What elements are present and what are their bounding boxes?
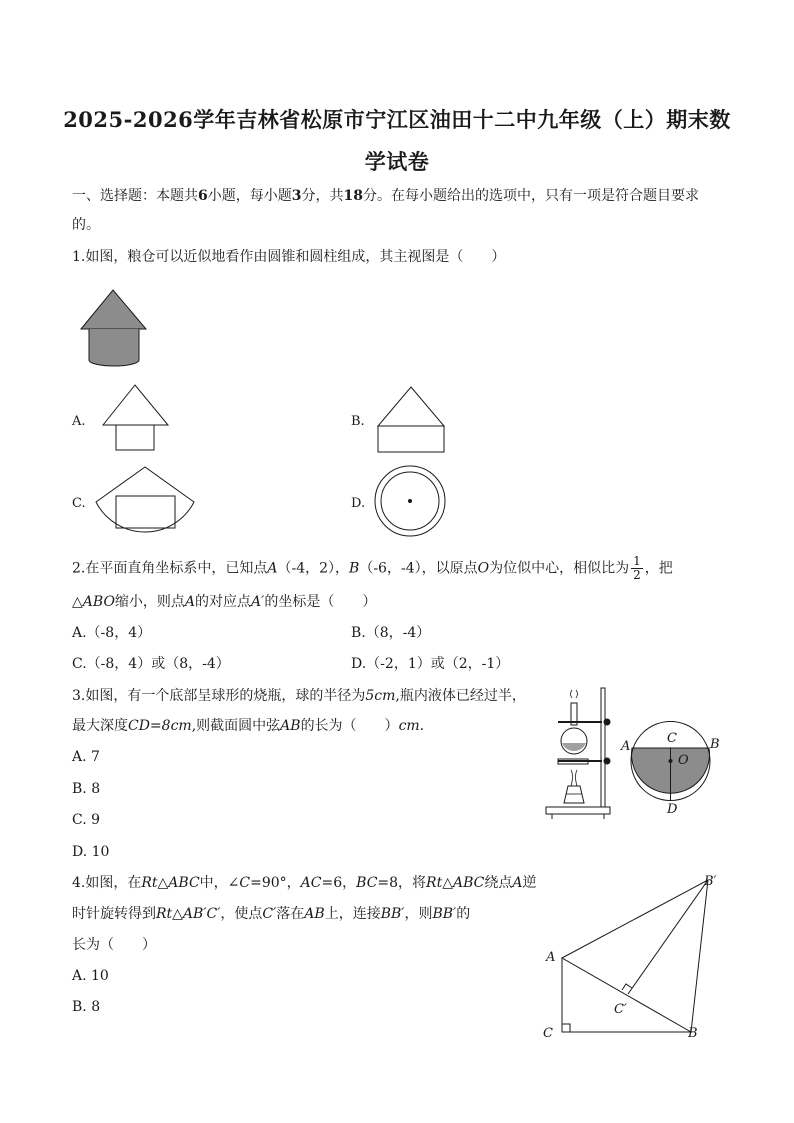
q3-option-a[interactable]: A. 7 [72, 749, 100, 765]
question-1-stem: 1.如图，粮仓可以近似地看作由圆锥和圆柱组成，其主视图是（ ） [72, 249, 506, 265]
question-2-stem: 2.在平面直角坐标系中，已知点A（-4，2），B（-6，-4），以原点O为位似中心，相似比为 $\frac{1}{2}$ ，把 [72, 554, 673, 582]
q2-option-d[interactable]: D.（-2，1）或（2，-1） [351, 656, 510, 672]
flask-apparatus-figure [544, 686, 618, 822]
label-d: D [667, 802, 678, 817]
q4-option-b[interactable]: B. 8 [72, 999, 101, 1015]
label-cprime: C′ [614, 1002, 627, 1017]
question-3-stem: 3.如图，有一个底部呈球形的烧瓶，球的半径为5cm,瓶内液体已经过半， [72, 688, 526, 704]
label-a: A [621, 739, 631, 754]
q1-option-b-label[interactable]: B. [351, 414, 365, 429]
question-2-stem-line2: △ABO缩小，则点A的对应点A′的坐标是（ ） [72, 594, 377, 610]
label-a-q4: A [546, 950, 556, 965]
q1-option-d-label[interactable]: D. [351, 496, 366, 511]
granary-figure [80, 288, 148, 368]
q1-option-c-label[interactable]: C. [72, 496, 86, 511]
section-heading: 一、选择题：本题共6小题，每小题3分，共18分。在每小题给出的选项中，只有一项是符合题目要求 [72, 188, 699, 204]
label-c-q4: C [543, 1026, 553, 1041]
label-bprime: B′ [704, 874, 717, 889]
q1-option-a-figure[interactable] [102, 384, 180, 452]
question-3-stem-line2: 最大深度CD=8cm,则截面圆中弦AB的长为（ ）cm. [72, 718, 425, 734]
q1-option-b-figure[interactable] [377, 386, 447, 454]
page-title-line2: 学试卷 [364, 149, 430, 174]
q2-option-b[interactable]: B.（8，-4） [351, 625, 431, 641]
label-c: C [667, 731, 677, 746]
question-4-stem-line3: 长为（ ） [72, 937, 156, 953]
q1-option-a-label[interactable]: A. [72, 414, 86, 429]
label-b: B [710, 737, 720, 752]
q1-option-d-figure[interactable] [373, 464, 447, 538]
q2-option-c[interactable]: C.（-8，4）或（8，-4） [72, 656, 230, 672]
q2-option-a[interactable]: A.（-8，4） [72, 625, 152, 641]
q4-option-a[interactable]: A. 10 [72, 968, 109, 984]
q3-option-b[interactable]: B. 8 [72, 781, 101, 797]
page-title: 2025-2026学年吉林省松原市宁江区油田十二中九年级（上）期末数 [63, 107, 731, 132]
q1-option-c-figure[interactable] [94, 466, 198, 536]
question-4-stem-line2: 时针旋转得到Rt△AB′C′，使点C′落在AB上，连接BB′，则BB′的 [72, 906, 471, 922]
rotation-triangle-figure [540, 868, 730, 1046]
q3-option-c[interactable]: C. 9 [72, 812, 101, 828]
q3-option-d[interactable]: D. 10 [72, 844, 110, 860]
label-o: O [678, 753, 689, 768]
question-4-stem: 4.如图，在Rt△ABC中，∠C=90°，AC=6，BC=8，将Rt△ABC绕点A逆 [72, 875, 537, 891]
label-b-q4: B [688, 1026, 698, 1041]
section-heading-line2: 的。 [72, 217, 100, 233]
